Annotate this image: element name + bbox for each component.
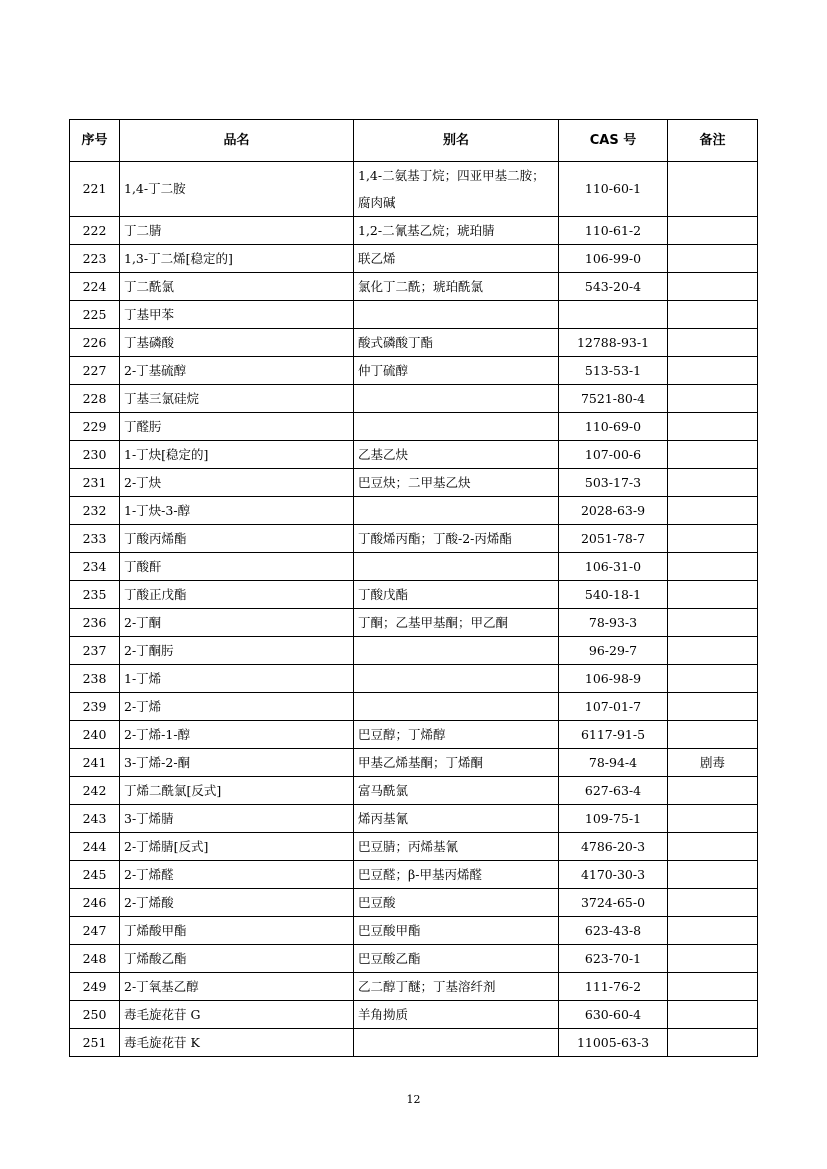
row-name: 丁烯酸甲酯 [120, 917, 354, 945]
row-note [668, 469, 758, 497]
row-name: 2-丁烯腈[反式] [120, 833, 354, 861]
table-row [70, 581, 758, 609]
row-number: 234 [70, 553, 120, 581]
table-row [70, 973, 758, 1001]
row-note [668, 329, 758, 357]
row-note [668, 609, 758, 637]
row-number: 251 [70, 1029, 120, 1057]
row-name: 丁基三氯硅烷 [120, 385, 354, 413]
row-cas: 110-60-1 [559, 162, 668, 217]
row-cas: 12788-93-1 [559, 329, 668, 357]
row-alias [354, 497, 559, 525]
row-name: 丁酸酐 [120, 553, 354, 581]
row-note [668, 637, 758, 665]
row-alias [354, 385, 559, 413]
row-alias: 巴豆醇；丁烯醇 [354, 721, 559, 749]
row-note [668, 217, 758, 245]
row-note [668, 553, 758, 581]
row-cas: 540-18-1 [559, 581, 668, 609]
row-name: 2-丁氧基乙醇 [120, 973, 354, 1001]
row-alias: 乙二醇丁醚；丁基溶纤剂 [354, 973, 559, 1001]
table-row [70, 497, 758, 525]
row-note [668, 1001, 758, 1029]
row-alias: 巴豆腈；丙烯基氰 [354, 833, 559, 861]
row-cas: 107-00-6 [559, 441, 668, 469]
chemicals-table [69, 119, 758, 1057]
row-name: 1,4-丁二胺 [120, 162, 354, 217]
row-name: 3-丁烯-2-酮 [120, 749, 354, 777]
row-number: 231 [70, 469, 120, 497]
row-alias: 酸式磷酸丁酯 [354, 329, 559, 357]
row-number: 242 [70, 777, 120, 805]
row-number: 248 [70, 945, 120, 973]
row-name: 丁酸正戊酯 [120, 581, 354, 609]
row-note [668, 833, 758, 861]
row-alias [354, 693, 559, 721]
row-name: 2-丁烯醛 [120, 861, 354, 889]
table-row [70, 217, 758, 245]
row-alias: 甲基乙烯基酮；丁烯酮 [354, 749, 559, 777]
row-cas: 630-60-4 [559, 1001, 668, 1029]
row-alias: 丁酸烯丙酯；丁酸-2-丙烯酯 [354, 525, 559, 553]
row-alias [354, 637, 559, 665]
row-cas: 107-01-7 [559, 693, 668, 721]
row-name: 2-丁烯-1-醇 [120, 721, 354, 749]
row-cas: 106-99-0 [559, 245, 668, 273]
row-alias: 巴豆醛；β-甲基丙烯醛 [354, 861, 559, 889]
row-cas: 4170-30-3 [559, 861, 668, 889]
table-row [70, 917, 758, 945]
row-note [668, 245, 758, 273]
row-number: 227 [70, 357, 120, 385]
row-number: 235 [70, 581, 120, 609]
row-alias: 巴豆酸乙酯 [354, 945, 559, 973]
row-number: 238 [70, 665, 120, 693]
row-name: 1-丁炔-3-醇 [120, 497, 354, 525]
row-name: 毒毛旋花苷 K [120, 1029, 354, 1057]
row-name: 丁基磷酸 [120, 329, 354, 357]
row-number: 221 [70, 162, 120, 217]
row-note [668, 497, 758, 525]
row-cas: 78-94-4 [559, 749, 668, 777]
row-note [668, 385, 758, 413]
row-note [668, 721, 758, 749]
row-cas: 78-93-3 [559, 609, 668, 637]
table-row [70, 833, 758, 861]
table-row [70, 637, 758, 665]
row-note [668, 357, 758, 385]
row-alias: 巴豆酸 [354, 889, 559, 917]
row-note [668, 945, 758, 973]
row-alias: 联乙烯 [354, 245, 559, 273]
row-name: 1-丁炔[稳定的] [120, 441, 354, 469]
row-number: 237 [70, 637, 120, 665]
row-name: 1-丁烯 [120, 665, 354, 693]
row-number: 224 [70, 273, 120, 301]
row-cas: 110-69-0 [559, 413, 668, 441]
row-cas: 627-63-4 [559, 777, 668, 805]
row-alias [354, 553, 559, 581]
table-row [70, 945, 758, 973]
row-cas: 3724-65-0 [559, 889, 668, 917]
row-number: 239 [70, 693, 120, 721]
row-alias [354, 1029, 559, 1057]
row-alias: 乙基乙炔 [354, 441, 559, 469]
table-row [70, 525, 758, 553]
row-number: 233 [70, 525, 120, 553]
row-note [668, 413, 758, 441]
row-name: 2-丁烯 [120, 693, 354, 721]
table-header-row [70, 120, 758, 162]
table-row [70, 777, 758, 805]
row-cas: 543-20-4 [559, 273, 668, 301]
row-cas: 110-61-2 [559, 217, 668, 245]
row-alias: 丁酸戊酯 [354, 581, 559, 609]
row-alias [354, 413, 559, 441]
table-row [70, 805, 758, 833]
row-note [668, 693, 758, 721]
row-note [668, 162, 758, 217]
row-alias: 仲丁硫醇 [354, 357, 559, 385]
table-row [70, 245, 758, 273]
row-note [668, 805, 758, 833]
row-number: 230 [70, 441, 120, 469]
table-body [70, 162, 758, 1057]
row-name: 丁烯二酰氯[反式] [120, 777, 354, 805]
row-note [668, 525, 758, 553]
row-cas: 106-98-9 [559, 665, 668, 693]
row-number: 249 [70, 973, 120, 1001]
row-number: 240 [70, 721, 120, 749]
row-name: 2-丁酮 [120, 609, 354, 637]
row-name: 2-丁基硫醇 [120, 357, 354, 385]
row-number: 250 [70, 1001, 120, 1029]
row-note [668, 581, 758, 609]
row-alias: 富马酰氯 [354, 777, 559, 805]
table-row [70, 1029, 758, 1057]
row-name: 2-丁烯酸 [120, 889, 354, 917]
row-number: 222 [70, 217, 120, 245]
row-name: 1,3-丁二烯[稳定的] [120, 245, 354, 273]
row-alias: 巴豆酸甲酯 [354, 917, 559, 945]
row-number: 241 [70, 749, 120, 777]
row-name: 丁二腈 [120, 217, 354, 245]
table-row [70, 721, 758, 749]
table-row [70, 329, 758, 357]
table-row [70, 357, 758, 385]
table-row [70, 441, 758, 469]
row-name: 丁烯酸乙酯 [120, 945, 354, 973]
table-row [70, 385, 758, 413]
row-alias [354, 665, 559, 693]
row-cas: 513-53-1 [559, 357, 668, 385]
row-number: 223 [70, 245, 120, 273]
row-cas: 6117-91-5 [559, 721, 668, 749]
row-cas: 111-76-2 [559, 973, 668, 1001]
page-number: 12 [406, 1093, 421, 1106]
header-cas: CAS 号 [559, 120, 668, 162]
row-cas: 503-17-3 [559, 469, 668, 497]
row-name: 丁基甲苯 [120, 301, 354, 329]
row-name: 2-丁酮肟 [120, 637, 354, 665]
row-number: 232 [70, 497, 120, 525]
row-note [668, 1029, 758, 1057]
row-cas: 11005-63-3 [559, 1029, 668, 1057]
row-cas: 4786-20-3 [559, 833, 668, 861]
row-number: 228 [70, 385, 120, 413]
table-row [70, 553, 758, 581]
row-cas: 109-75-1 [559, 805, 668, 833]
row-number: 246 [70, 889, 120, 917]
row-alias [354, 301, 559, 329]
row-number: 229 [70, 413, 120, 441]
row-alias: 氯化丁二酰；琥珀酰氯 [354, 273, 559, 301]
row-number: 243 [70, 805, 120, 833]
row-note [668, 665, 758, 693]
table-row [70, 1001, 758, 1029]
row-cas: 623-70-1 [559, 945, 668, 973]
row-note [668, 441, 758, 469]
row-cas [559, 301, 668, 329]
row-alias: 1,4-二氨基丁烷；四亚甲基二胺；腐肉碱 [354, 162, 559, 217]
row-number: 225 [70, 301, 120, 329]
table-row [70, 273, 758, 301]
row-alias: 1,2-二氰基乙烷；琥珀腈 [354, 217, 559, 245]
row-name: 2-丁炔 [120, 469, 354, 497]
row-cas: 106-31-0 [559, 553, 668, 581]
row-note [668, 889, 758, 917]
row-note [668, 301, 758, 329]
table-row [70, 162, 758, 217]
header-name: 品名 [120, 120, 354, 162]
row-cas: 2051-78-7 [559, 525, 668, 553]
row-note [668, 273, 758, 301]
row-cas: 623-43-8 [559, 917, 668, 945]
row-note [668, 777, 758, 805]
row-name: 毒毛旋花苷 G [120, 1001, 354, 1029]
row-cas: 2028-63-9 [559, 497, 668, 525]
row-number: 244 [70, 833, 120, 861]
table-row [70, 665, 758, 693]
header-alias: 别名 [354, 120, 559, 162]
table-row [70, 301, 758, 329]
row-alias: 丁酮；乙基甲基酮；甲乙酮 [354, 609, 559, 637]
row-number: 226 [70, 329, 120, 357]
table-row [70, 889, 758, 917]
row-name: 丁醛肟 [120, 413, 354, 441]
row-cas: 7521-80-4 [559, 385, 668, 413]
header-number: 序号 [70, 120, 120, 162]
row-number: 245 [70, 861, 120, 889]
table-row [70, 749, 758, 777]
row-name: 3-丁烯腈 [120, 805, 354, 833]
header-note: 备注 [668, 120, 758, 162]
row-alias: 巴豆炔；二甲基乙炔 [354, 469, 559, 497]
row-number: 247 [70, 917, 120, 945]
row-note [668, 973, 758, 1001]
row-cas: 96-29-7 [559, 637, 668, 665]
row-name: 丁酸丙烯酯 [120, 525, 354, 553]
row-alias: 烯丙基氰 [354, 805, 559, 833]
row-name: 丁二酰氯 [120, 273, 354, 301]
table-row [70, 469, 758, 497]
table-row [70, 609, 758, 637]
table-row [70, 693, 758, 721]
row-note [668, 917, 758, 945]
row-note [668, 861, 758, 889]
row-alias: 羊角拗质 [354, 1001, 559, 1029]
row-number: 236 [70, 609, 120, 637]
table-row [70, 413, 758, 441]
row-note: 剧毒 [668, 749, 758, 777]
table-row [70, 861, 758, 889]
